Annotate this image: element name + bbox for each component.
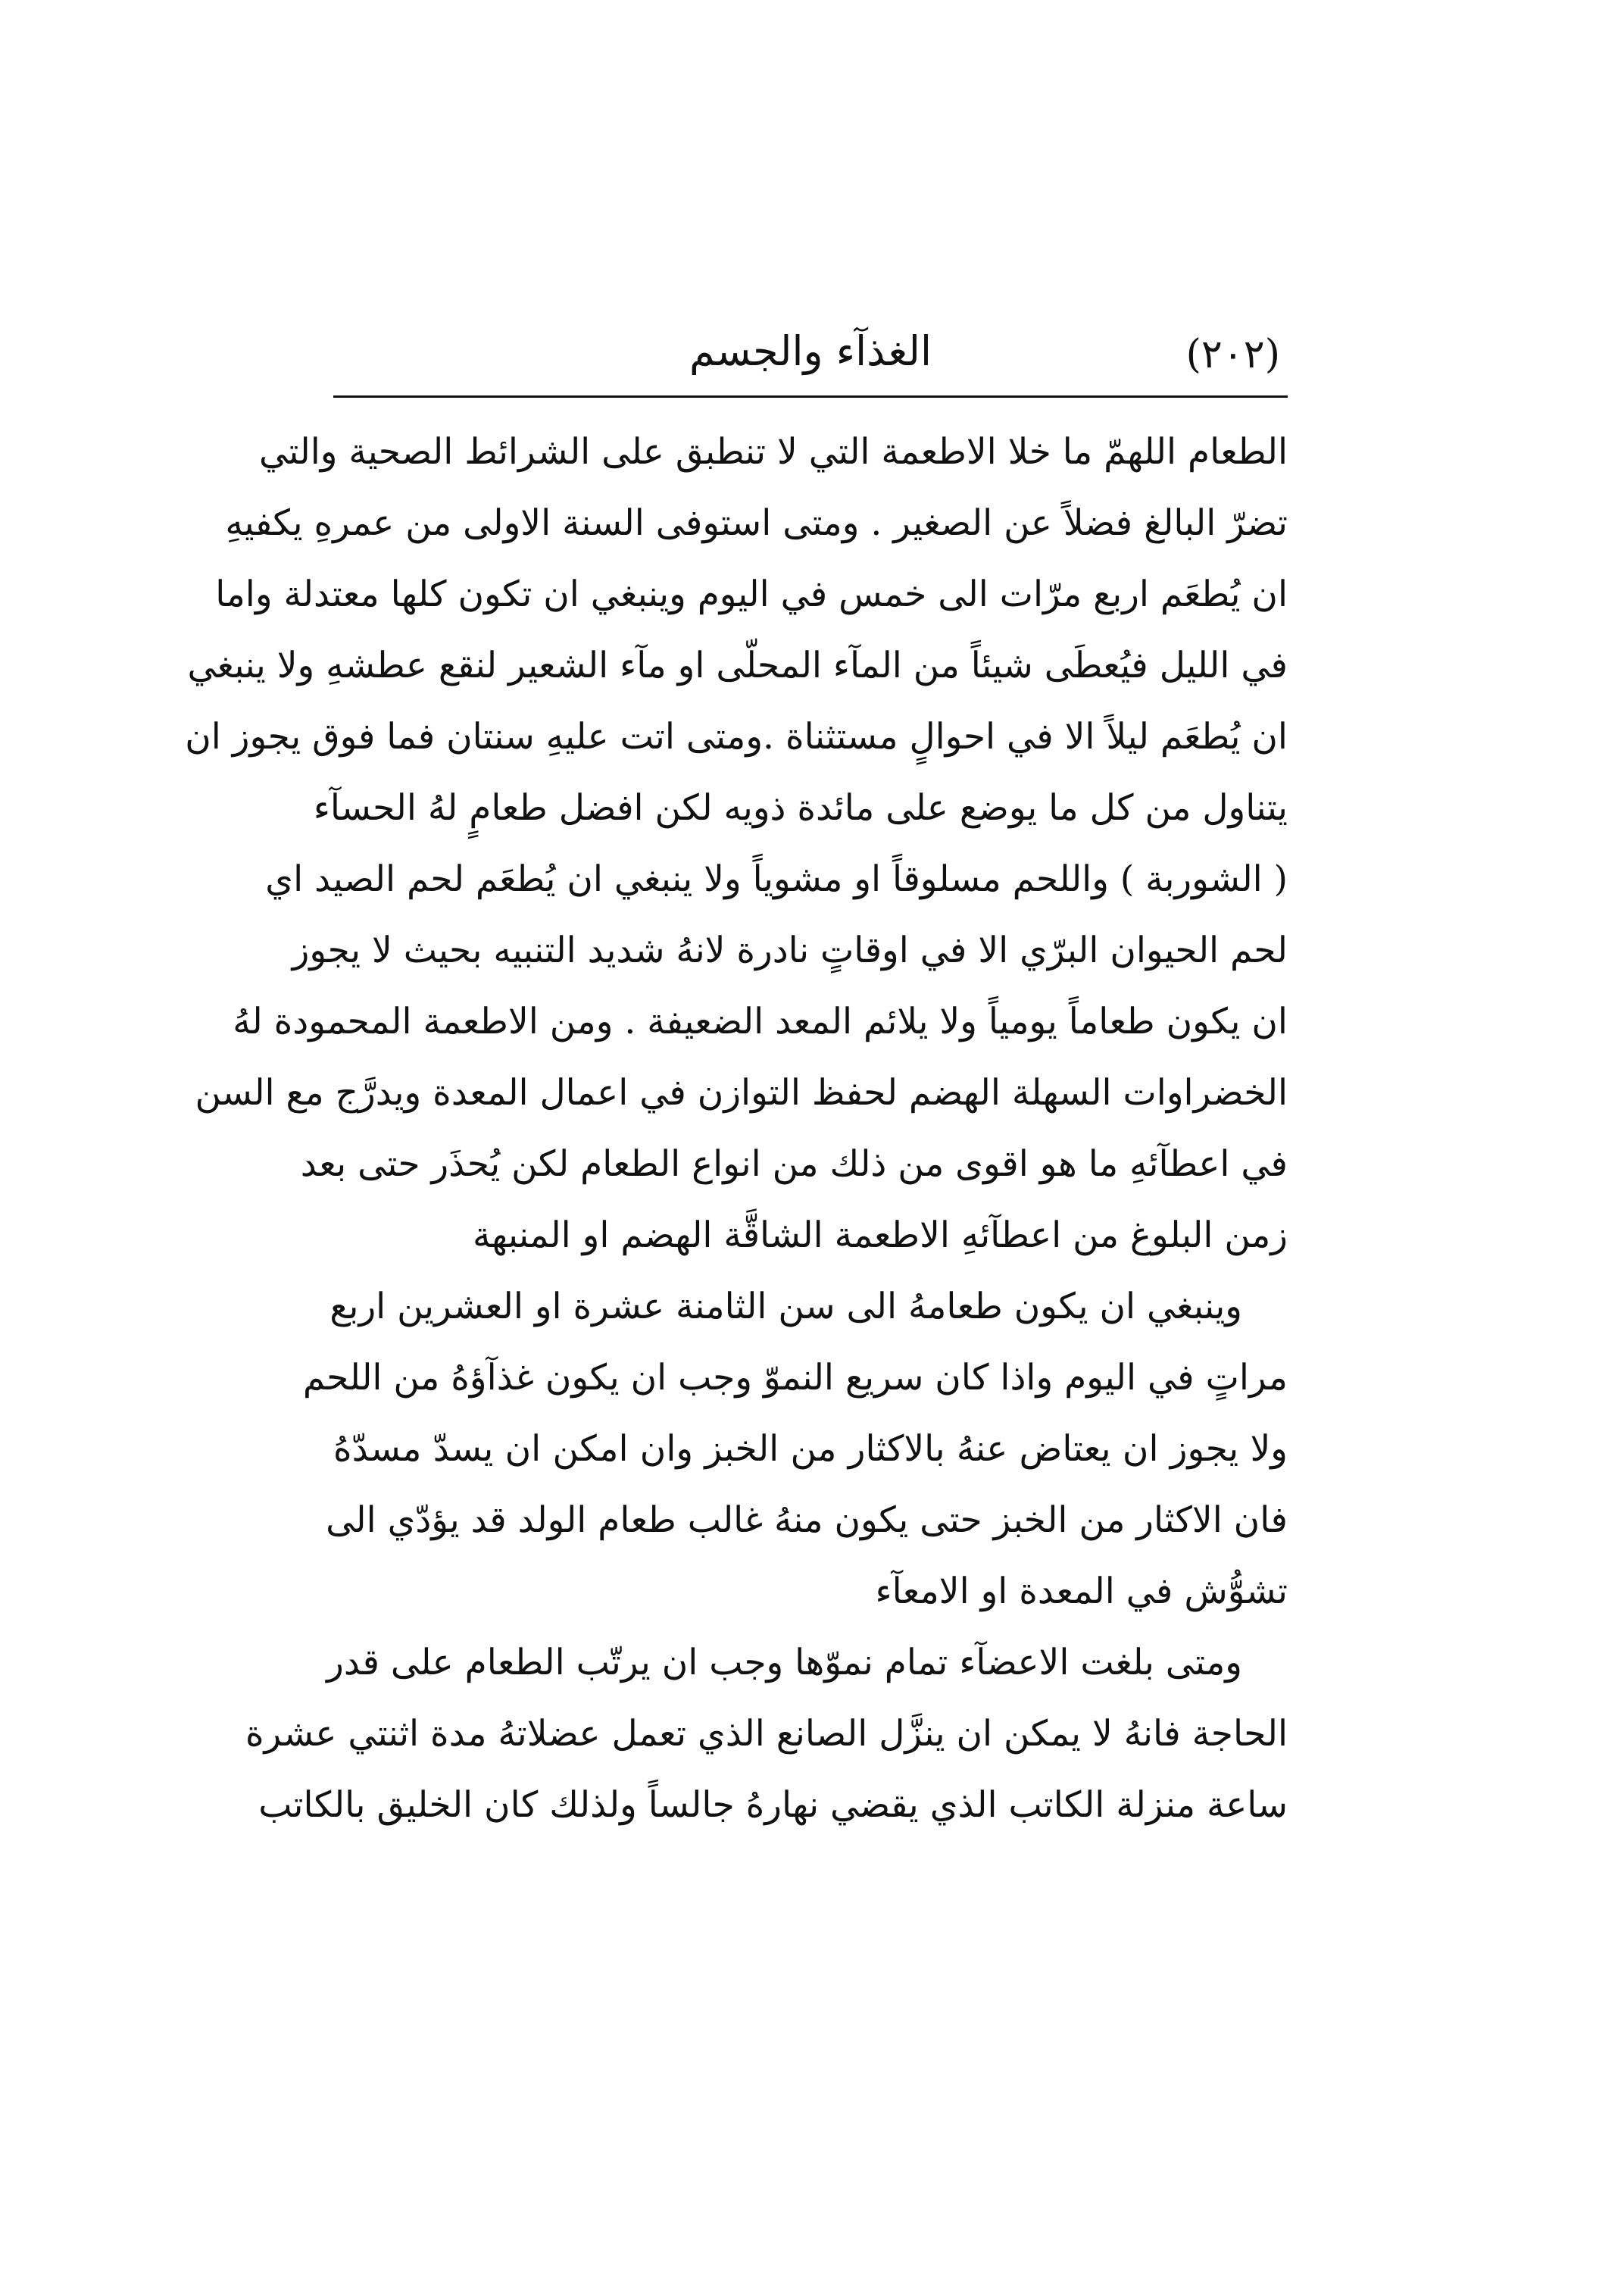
text-line: يتناول من كل ما يوضع على مائدة ذويه لكن افضل طعامٍ لهُ الحسآء xyxy=(313,787,1288,829)
text-line: وينبغي ان يكون طعامهُ الى سن الثامنة عشرة او العشرين اربع xyxy=(329,1286,1242,1327)
text-line: في الليل فيُعطَى شيئاً من المآء المحلّى او مآء الشعير لنقع عطشهِ ولا ينبغي xyxy=(187,645,1288,686)
text-line: زمن البلوغ من اعطآئهِ الاطعمة الشاقَّة الهضم او المنبهة xyxy=(472,1214,1288,1256)
body-text xyxy=(185,417,1288,1841)
text-line: لحم الحيوان البرّي الا في اوقاتٍ نادرة لانهُ شديد التنبيه بحيث لا يجوز xyxy=(292,930,1288,971)
header-rule xyxy=(333,395,1288,398)
page-header xyxy=(341,318,1280,386)
text-line: الطعام اللهمّ ما خلا الاطعمة التي لا تنطبق على الشرائط الصحية والتي xyxy=(259,431,1288,473)
text-line: تشوُّش في المعدة او الامعآء xyxy=(875,1571,1288,1612)
text-line: ان يُطعَم اربع مرّات الى خمس في اليوم وينبغي ان تكون كلها معتدلة واما xyxy=(215,574,1288,615)
page-number: (٢٠٢) xyxy=(1185,332,1280,377)
paragraph-1 xyxy=(185,417,1288,1271)
text-line: مراتٍ في اليوم واذا كان سريع النموّ وجب ان يكون غذآؤهُ من اللحم xyxy=(302,1357,1288,1399)
text-line: تضرّ البالغ فضلاً عن الصغير . ومتى استوفى السنة الاولى من عمرهِ يكفيهِ xyxy=(225,502,1288,544)
text-line: ( الشوربة ) واللحم مسلوقاً او مشوياً ولا ينبغي ان يُطعَم لحم الصيد اي xyxy=(265,858,1288,900)
text-line: الخضراوات السهلة الهضم لحفظ التوازن في اعمال المعدة ويدرَّج مع السن xyxy=(195,1072,1288,1114)
running-title: الغذآء والجسم xyxy=(689,327,932,375)
text-line: ان يكون طعاماً يومياً ولا يلائم المعد الضعيفة . ومن الاطعمة المحمودة لهُ xyxy=(233,1001,1288,1042)
paragraph-3 xyxy=(245,1627,1288,1841)
text-line: ولا يجوز ان يعتاض عنهُ بالاكثار من الخبز وان امكن ان يسدّ مسدّهُ xyxy=(333,1428,1288,1470)
text-line: ساعة منزلة الكاتب الذي يقضي نهارهُ جالساً ولذلك كان الخليق بالكاتب xyxy=(258,1784,1288,1826)
text-line: ومتى بلغت الاعضآء تمام نموّها وجب ان يرتّب الطعام على قدر xyxy=(326,1642,1242,1683)
text-line: ان يُطعَم ليلاً الا في احوالٍ مستثناة .ومتى اتت عليهِ سنتان فما فوق يجوز ان xyxy=(185,716,1288,758)
text-line: في اعطآئهِ ما هو اقوى من ذلك من انواع الطعام لكن يُحذَر حتى بعد xyxy=(300,1143,1288,1185)
text-line: الحاجة فانهُ لا يمكن ان ينزَّل الصانع الذي تعمل عضلاتهُ مدة اثنتي عشرة xyxy=(245,1713,1288,1755)
paragraph-2 xyxy=(302,1271,1288,1627)
text-line: فان الاكثار من الخبز حتى يكون منهُ غالب طعام الولد قد يؤدّي الى xyxy=(326,1499,1288,1541)
